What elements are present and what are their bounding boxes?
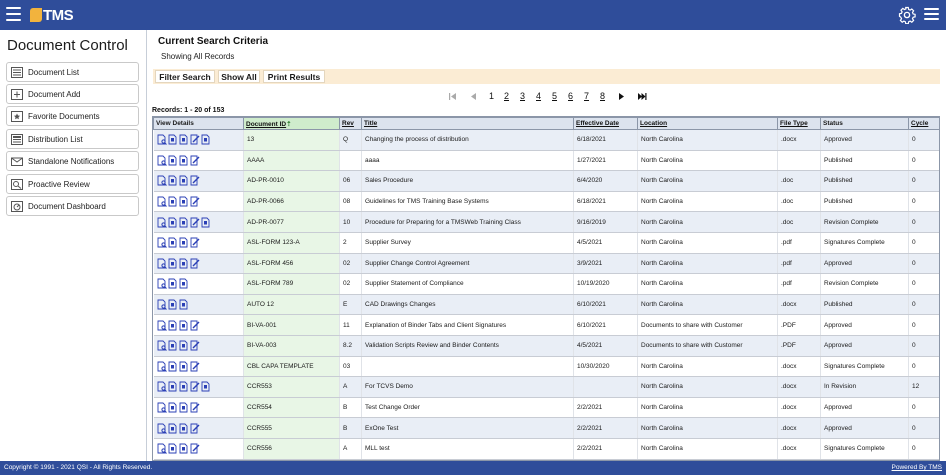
view-document-icon[interactable]	[157, 402, 167, 413]
column-header-view-details: View Details	[154, 118, 244, 130]
document-id-cell[interactable]: AAAA	[244, 150, 340, 171]
status-cell: Published	[821, 294, 909, 315]
location-cell: North Carolina	[638, 212, 778, 233]
view-document-icon[interactable]	[157, 320, 167, 331]
document-icon[interactable]	[168, 217, 178, 228]
view-details-cell	[154, 418, 244, 439]
view-details-cell	[154, 253, 244, 274]
title-cell: Sales Procedure	[362, 171, 574, 192]
revision-icon[interactable]	[179, 217, 189, 228]
document-id-cell[interactable]: CBL CAPA TEMPLATE	[244, 356, 340, 377]
page-link[interactable]: 7	[584, 91, 590, 101]
powered-by-link[interactable]: Powered By TMS	[891, 464, 942, 471]
cycle-cell: 0	[909, 191, 941, 212]
cycle-cell: 0	[909, 130, 941, 151]
sort-location-link[interactable]: Location	[640, 120, 668, 127]
location-cell: North Carolina	[638, 130, 778, 151]
revision-icon[interactable]	[179, 155, 189, 166]
title-cell: Validation Scripts Review and Binder Contents	[362, 335, 574, 356]
title-cell: aaaa	[362, 150, 574, 171]
rev-cell: 02	[340, 274, 362, 295]
word-file-icon[interactable]	[201, 381, 211, 392]
menu-icon[interactable]	[924, 8, 939, 22]
table-row	[154, 335, 941, 356]
sort-document-id-link[interactable]: Document ID	[246, 120, 287, 128]
title-cell: ExOne Test	[362, 418, 574, 439]
rev-cell: 11	[340, 315, 362, 336]
table-row	[154, 294, 941, 315]
rev-cell: B	[340, 418, 362, 439]
sidebar-item-standalone-notifications[interactable]	[6, 151, 139, 171]
file-type-cell: .docx	[778, 356, 821, 377]
rev-cell: A	[340, 438, 362, 459]
revision-icon[interactable]	[179, 402, 189, 413]
file-type-cell: .docx	[778, 130, 821, 151]
file-type-cell: .docx	[778, 438, 821, 459]
logo-mark-icon	[30, 8, 42, 22]
document-id-cell[interactable]: CCR553	[244, 377, 340, 398]
file-type-cell: .pdf	[778, 232, 821, 253]
effective-date-cell: 4/5/2021	[574, 335, 638, 356]
status-cell: Signatures Complete	[821, 438, 909, 459]
view-document-icon[interactable]	[157, 217, 167, 228]
document-id-cell[interactable]: BI-VA-001	[244, 315, 340, 336]
view-details-cell	[154, 377, 244, 398]
table-row	[154, 377, 941, 398]
view-document-icon[interactable]	[157, 299, 167, 310]
file-type-cell: .doc	[778, 171, 821, 192]
view-details-cell	[154, 130, 244, 151]
sidebar-item-document-dashboard[interactable]	[6, 196, 139, 216]
title-cell: MLL test	[362, 438, 574, 459]
cycle-cell: 0	[909, 232, 941, 253]
document-icon[interactable]	[168, 258, 178, 269]
file-type-cell: .docx	[778, 418, 821, 439]
view-details-cell	[154, 171, 244, 192]
cycle-cell: 0	[909, 212, 941, 233]
top-bar	[0, 0, 946, 30]
revision-icon[interactable]	[179, 134, 189, 145]
view-document-icon[interactable]	[157, 340, 167, 351]
table-row	[154, 397, 941, 418]
main-content	[148, 30, 946, 461]
edit-icon[interactable]	[190, 155, 200, 166]
title-cell: Guidelines for TMS Training Base Systems	[362, 191, 574, 212]
word-file-icon[interactable]	[201, 134, 211, 145]
document-icon[interactable]	[168, 175, 178, 186]
effective-date-cell: 9/16/2019	[574, 212, 638, 233]
status-cell: Signatures Complete	[821, 356, 909, 377]
page-link[interactable]: 8	[600, 91, 606, 101]
file-type-cell: .docx	[778, 377, 821, 398]
effective-date-cell: 1/27/2021	[574, 150, 638, 171]
document-icon[interactable]	[168, 299, 178, 310]
location-cell: North Carolina	[638, 438, 778, 459]
rev-cell: 2	[340, 232, 362, 253]
status-cell: Approved	[821, 130, 909, 151]
cycle-cell: 12	[909, 377, 941, 398]
distribution-icon	[11, 134, 23, 145]
file-type-cell: .docx	[778, 397, 821, 418]
document-icon[interactable]	[168, 340, 178, 351]
copyright-text: Copyright © 1991 - 2021 QSI - All Rights Reserved.	[4, 464, 153, 471]
document-icon[interactable]	[168, 196, 178, 207]
status-cell: Signatures Complete	[821, 232, 909, 253]
edit-icon[interactable]	[190, 443, 200, 454]
document-icon[interactable]	[168, 361, 178, 372]
column-header-status: Status	[821, 118, 909, 130]
cycle-cell: 0	[909, 150, 941, 171]
view-document-icon[interactable]	[157, 443, 167, 454]
file-type-cell: .PDF	[778, 335, 821, 356]
rev-cell	[340, 150, 362, 171]
view-details-cell	[154, 335, 244, 356]
effective-date-cell: 2/2/2021	[574, 438, 638, 459]
sidebar-item-label: Standalone Notifications	[28, 156, 115, 166]
location-cell: North Carolina	[638, 253, 778, 274]
rev-cell: A	[340, 377, 362, 398]
revision-icon[interactable]	[179, 237, 189, 248]
document-add-icon	[11, 89, 23, 100]
sidebar	[0, 30, 147, 461]
edit-icon[interactable]	[190, 340, 200, 351]
revision-icon[interactable]	[179, 443, 189, 454]
criteria-subtitle: Showing All Records	[161, 52, 235, 61]
document-id-cell[interactable]: CCR556	[244, 438, 340, 459]
last-page-icon[interactable]	[637, 92, 647, 101]
table-row	[154, 150, 941, 171]
revision-icon[interactable]	[179, 340, 189, 351]
status-cell: Published	[821, 171, 909, 192]
gear-icon[interactable]	[898, 6, 916, 24]
location-cell: North Carolina	[638, 232, 778, 253]
document-icon[interactable]	[168, 381, 178, 392]
document-id-cell[interactable]: ASL-FORM 123-A	[244, 232, 340, 253]
view-document-icon[interactable]	[157, 381, 167, 392]
view-document-icon[interactable]	[157, 423, 167, 434]
effective-date-cell: 3/9/2021	[574, 253, 638, 274]
sidebar-item-document-add[interactable]	[6, 84, 139, 104]
status-cell: Revision Complete	[821, 274, 909, 295]
location-cell: Documents to share with Customer	[638, 335, 778, 356]
revision-icon[interactable]	[179, 175, 189, 186]
title-cell: Procedure for Preparing for a TMSWeb Training Class	[362, 212, 574, 233]
favorite-icon	[11, 111, 23, 122]
effective-date-cell: 6/10/2021	[574, 294, 638, 315]
revision-icon[interactable]	[179, 361, 189, 372]
rev-cell: 03	[340, 356, 362, 377]
view-details-cell	[154, 191, 244, 212]
column-header-document-id[interactable]	[244, 118, 340, 130]
column-header-file-type[interactable]	[778, 118, 821, 130]
table-row	[154, 274, 941, 295]
review-icon	[11, 179, 23, 190]
sidebar-item-label: Favorite Documents	[28, 111, 100, 121]
logo-text: TMS	[43, 6, 74, 24]
effective-date-cell: 6/18/2021	[574, 130, 638, 151]
sidebar-item-label: Proactive Review	[28, 179, 90, 189]
criteria-title: Current Search Criteria	[158, 36, 269, 47]
file-type-cell: .doc	[778, 191, 821, 212]
edit-icon[interactable]	[190, 196, 200, 207]
status-cell: Published	[821, 191, 909, 212]
status-cell: Revision Complete	[821, 212, 909, 233]
location-cell: North Carolina	[638, 294, 778, 315]
view-details-cell	[154, 356, 244, 377]
tms-logo[interactable]	[30, 6, 73, 24]
cycle-cell: 0	[909, 335, 941, 356]
footer	[0, 461, 946, 475]
page-link[interactable]: 6	[568, 91, 574, 101]
file-type-cell: .pdf	[778, 274, 821, 295]
location-cell: North Carolina	[638, 150, 778, 171]
effective-date-cell: 10/30/2020	[574, 356, 638, 377]
edit-icon[interactable]	[190, 381, 200, 392]
search-toolbar	[153, 69, 940, 84]
edit-icon[interactable]	[190, 175, 200, 186]
edit-icon[interactable]	[190, 217, 200, 228]
sort-cycle-link[interactable]: Cycle	[911, 120, 929, 127]
table-row	[154, 232, 941, 253]
cycle-cell: 0	[909, 438, 941, 459]
document-id-cell[interactable]: AD-PR-0077	[244, 212, 340, 233]
table-row	[154, 191, 941, 212]
effective-date-cell: 2/2/2021	[574, 418, 638, 439]
page-link-current: 1	[489, 91, 495, 101]
sort-title-link[interactable]: Title	[364, 120, 378, 127]
list-icon	[11, 67, 23, 78]
column-header-cycle[interactable]	[909, 118, 941, 130]
file-type-cell	[778, 150, 821, 171]
status-cell: Approved	[821, 335, 909, 356]
sort-file-type-link[interactable]: File Type	[780, 120, 808, 127]
title-cell: Changing the process of distribution	[362, 130, 574, 151]
document-id-cell[interactable]: CCR554	[244, 397, 340, 418]
show-all-button[interactable]: Show All	[218, 70, 260, 83]
revision-icon[interactable]	[179, 320, 189, 331]
rev-cell: 06	[340, 171, 362, 192]
location-cell: Documents to share with Customer	[638, 315, 778, 336]
file-type-cell: .docx	[778, 294, 821, 315]
sidebar-item-distribution-list[interactable]	[6, 129, 139, 149]
sidebar-item-document-list[interactable]	[6, 62, 139, 82]
document-id-cell[interactable]: ASL-FORM 789	[244, 274, 340, 295]
sort-rev-link[interactable]: Rev	[342, 120, 354, 127]
status-cell: Approved	[821, 315, 909, 336]
location-cell: North Carolina	[638, 191, 778, 212]
rev-cell: Q	[340, 130, 362, 151]
effective-date-cell: 6/4/2020	[574, 171, 638, 192]
location-cell: North Carolina	[638, 418, 778, 439]
documents-table	[152, 116, 940, 461]
view-details-cell	[154, 438, 244, 459]
rev-cell: 08	[340, 191, 362, 212]
view-document-icon[interactable]	[157, 134, 167, 145]
view-document-icon[interactable]	[157, 237, 167, 248]
records-count: Records: 1 - 20 of 153	[152, 107, 225, 114]
cycle-cell: 0	[909, 171, 941, 192]
page-link[interactable]: 4	[536, 91, 542, 101]
effective-date-cell: 6/18/2021	[574, 191, 638, 212]
file-type-cell: .PDF	[778, 315, 821, 336]
edit-icon[interactable]	[190, 237, 200, 248]
dashboard-icon	[11, 201, 23, 212]
effective-date-cell	[574, 377, 638, 398]
cycle-cell: 0	[909, 253, 941, 274]
sidebar-item-label: Distribution List	[28, 134, 83, 144]
table-row	[154, 438, 941, 459]
document-id-cell[interactable]: AD-PR-0010	[244, 171, 340, 192]
rev-cell: B	[340, 397, 362, 418]
revision-icon[interactable]	[179, 258, 189, 269]
view-document-icon[interactable]	[157, 155, 167, 166]
location-cell: North Carolina	[638, 274, 778, 295]
title-cell	[362, 356, 574, 377]
location-cell: North Carolina	[638, 356, 778, 377]
rev-cell: 02	[340, 253, 362, 274]
revision-icon[interactable]	[179, 381, 189, 392]
title-cell: For TCVS Demo	[362, 377, 574, 398]
status-cell: Approved	[821, 253, 909, 274]
view-document-icon[interactable]	[157, 196, 167, 207]
table-row	[154, 130, 941, 151]
sidebar-item-label: Document Dashboard	[28, 201, 106, 211]
edit-icon[interactable]	[190, 134, 200, 145]
view-details-cell	[154, 232, 244, 253]
status-cell: Approved	[821, 397, 909, 418]
filter-search-button[interactable]: Filter Search	[155, 70, 215, 83]
table-row	[154, 212, 941, 233]
document-id-cell[interactable]: 13	[244, 130, 340, 151]
view-details-cell	[154, 150, 244, 171]
view-details-cell	[154, 315, 244, 336]
edit-icon[interactable]	[190, 361, 200, 372]
rev-cell: 10	[340, 212, 362, 233]
hamburger-menu-icon[interactable]	[6, 7, 21, 21]
column-header-title[interactable]	[362, 118, 574, 130]
view-document-icon[interactable]	[157, 258, 167, 269]
table-row	[154, 356, 941, 377]
table-row	[154, 253, 941, 274]
sidebar-title: Document Control	[7, 37, 128, 54]
first-page-icon[interactable]	[448, 92, 458, 101]
edit-icon[interactable]	[190, 402, 200, 413]
document-id-cell[interactable]: AD-PR-0066	[244, 191, 340, 212]
document-id-cell[interactable]: CCR555	[244, 418, 340, 439]
cycle-cell: 0	[909, 315, 941, 336]
sidebar-item-favorite-documents[interactable]	[6, 106, 139, 126]
cycle-cell: 0	[909, 356, 941, 377]
effective-date-cell: 2/2/2021	[574, 397, 638, 418]
view-details-cell	[154, 212, 244, 233]
page-link[interactable]: 5	[552, 91, 558, 101]
effective-date-cell: 4/5/2021	[574, 232, 638, 253]
rev-cell: 8.2	[340, 335, 362, 356]
status-cell: In Revision	[821, 377, 909, 398]
revision-icon[interactable]	[179, 423, 189, 434]
document-icon[interactable]	[168, 278, 178, 289]
previous-page-icon[interactable]	[469, 92, 479, 101]
document-icon[interactable]	[168, 155, 178, 166]
print-results-button[interactable]: Print Results	[263, 70, 325, 83]
view-document-icon[interactable]	[157, 361, 167, 372]
document-id-cell[interactable]: ASL-FORM 456	[244, 253, 340, 274]
next-page-icon[interactable]	[616, 92, 626, 101]
document-icon[interactable]	[168, 320, 178, 331]
effective-date-cell: 6/10/2021	[574, 315, 638, 336]
edit-icon[interactable]	[190, 423, 200, 434]
sidebar-item-proactive-review[interactable]	[6, 174, 139, 194]
page-link[interactable]: 2	[504, 91, 510, 101]
revision-icon[interactable]	[179, 278, 189, 289]
revision-icon[interactable]	[179, 299, 189, 310]
view-document-icon[interactable]	[157, 175, 167, 186]
title-cell: Supplier Survey	[362, 232, 574, 253]
sort-up-icon: ⇡	[286, 120, 292, 128]
document-icon[interactable]	[168, 402, 178, 413]
file-type-cell: .doc	[778, 212, 821, 233]
cycle-cell: 0	[909, 397, 941, 418]
table-row	[154, 171, 941, 192]
cycle-cell: 0	[909, 294, 941, 315]
title-cell: CAD Drawings Changes	[362, 294, 574, 315]
view-details-cell	[154, 397, 244, 418]
column-header-rev[interactable]	[340, 118, 362, 130]
document-icon[interactable]	[168, 443, 178, 454]
column-header-location[interactable]	[638, 118, 778, 130]
file-type-cell: .pdf	[778, 253, 821, 274]
title-cell: Test Change Order	[362, 397, 574, 418]
location-cell: North Carolina	[638, 377, 778, 398]
document-icon[interactable]	[168, 237, 178, 248]
table-row	[154, 418, 941, 439]
document-id-cell[interactable]: BI-VA-003	[244, 335, 340, 356]
sidebar-item-label: Document List	[28, 67, 80, 77]
title-cell: Supplier Change Control Agreement	[362, 253, 574, 274]
cycle-cell: 0	[909, 418, 941, 439]
sidebar-item-label: Document Add	[28, 89, 81, 99]
page-link[interactable]: 3	[520, 91, 526, 101]
view-details-cell	[154, 274, 244, 295]
sort-effective-date-link[interactable]: Effective Date	[576, 120, 619, 127]
status-cell: Published	[821, 150, 909, 171]
title-cell: Supplier Statement of Compliance	[362, 274, 574, 295]
edit-icon[interactable]	[190, 320, 200, 331]
location-cell: North Carolina	[638, 397, 778, 418]
view-details-cell	[154, 294, 244, 315]
document-id-cell[interactable]: AUTO 12	[244, 294, 340, 315]
cycle-cell: 0	[909, 274, 941, 295]
document-icon[interactable]	[168, 423, 178, 434]
revision-icon[interactable]	[179, 196, 189, 207]
envelope-icon	[11, 156, 23, 167]
view-document-icon[interactable]	[157, 278, 167, 289]
column-header-effective-date[interactable]	[574, 118, 638, 130]
word-file-icon[interactable]	[201, 217, 211, 228]
status-cell: Approved	[821, 418, 909, 439]
title-cell: Explanation of Binder Tabs and Client Signatures	[362, 315, 574, 336]
edit-icon[interactable]	[190, 258, 200, 269]
location-cell: North Carolina	[638, 171, 778, 192]
rev-cell: E	[340, 294, 362, 315]
effective-date-cell: 10/19/2020	[574, 274, 638, 295]
document-icon[interactable]	[168, 134, 178, 145]
table-row	[154, 315, 941, 336]
